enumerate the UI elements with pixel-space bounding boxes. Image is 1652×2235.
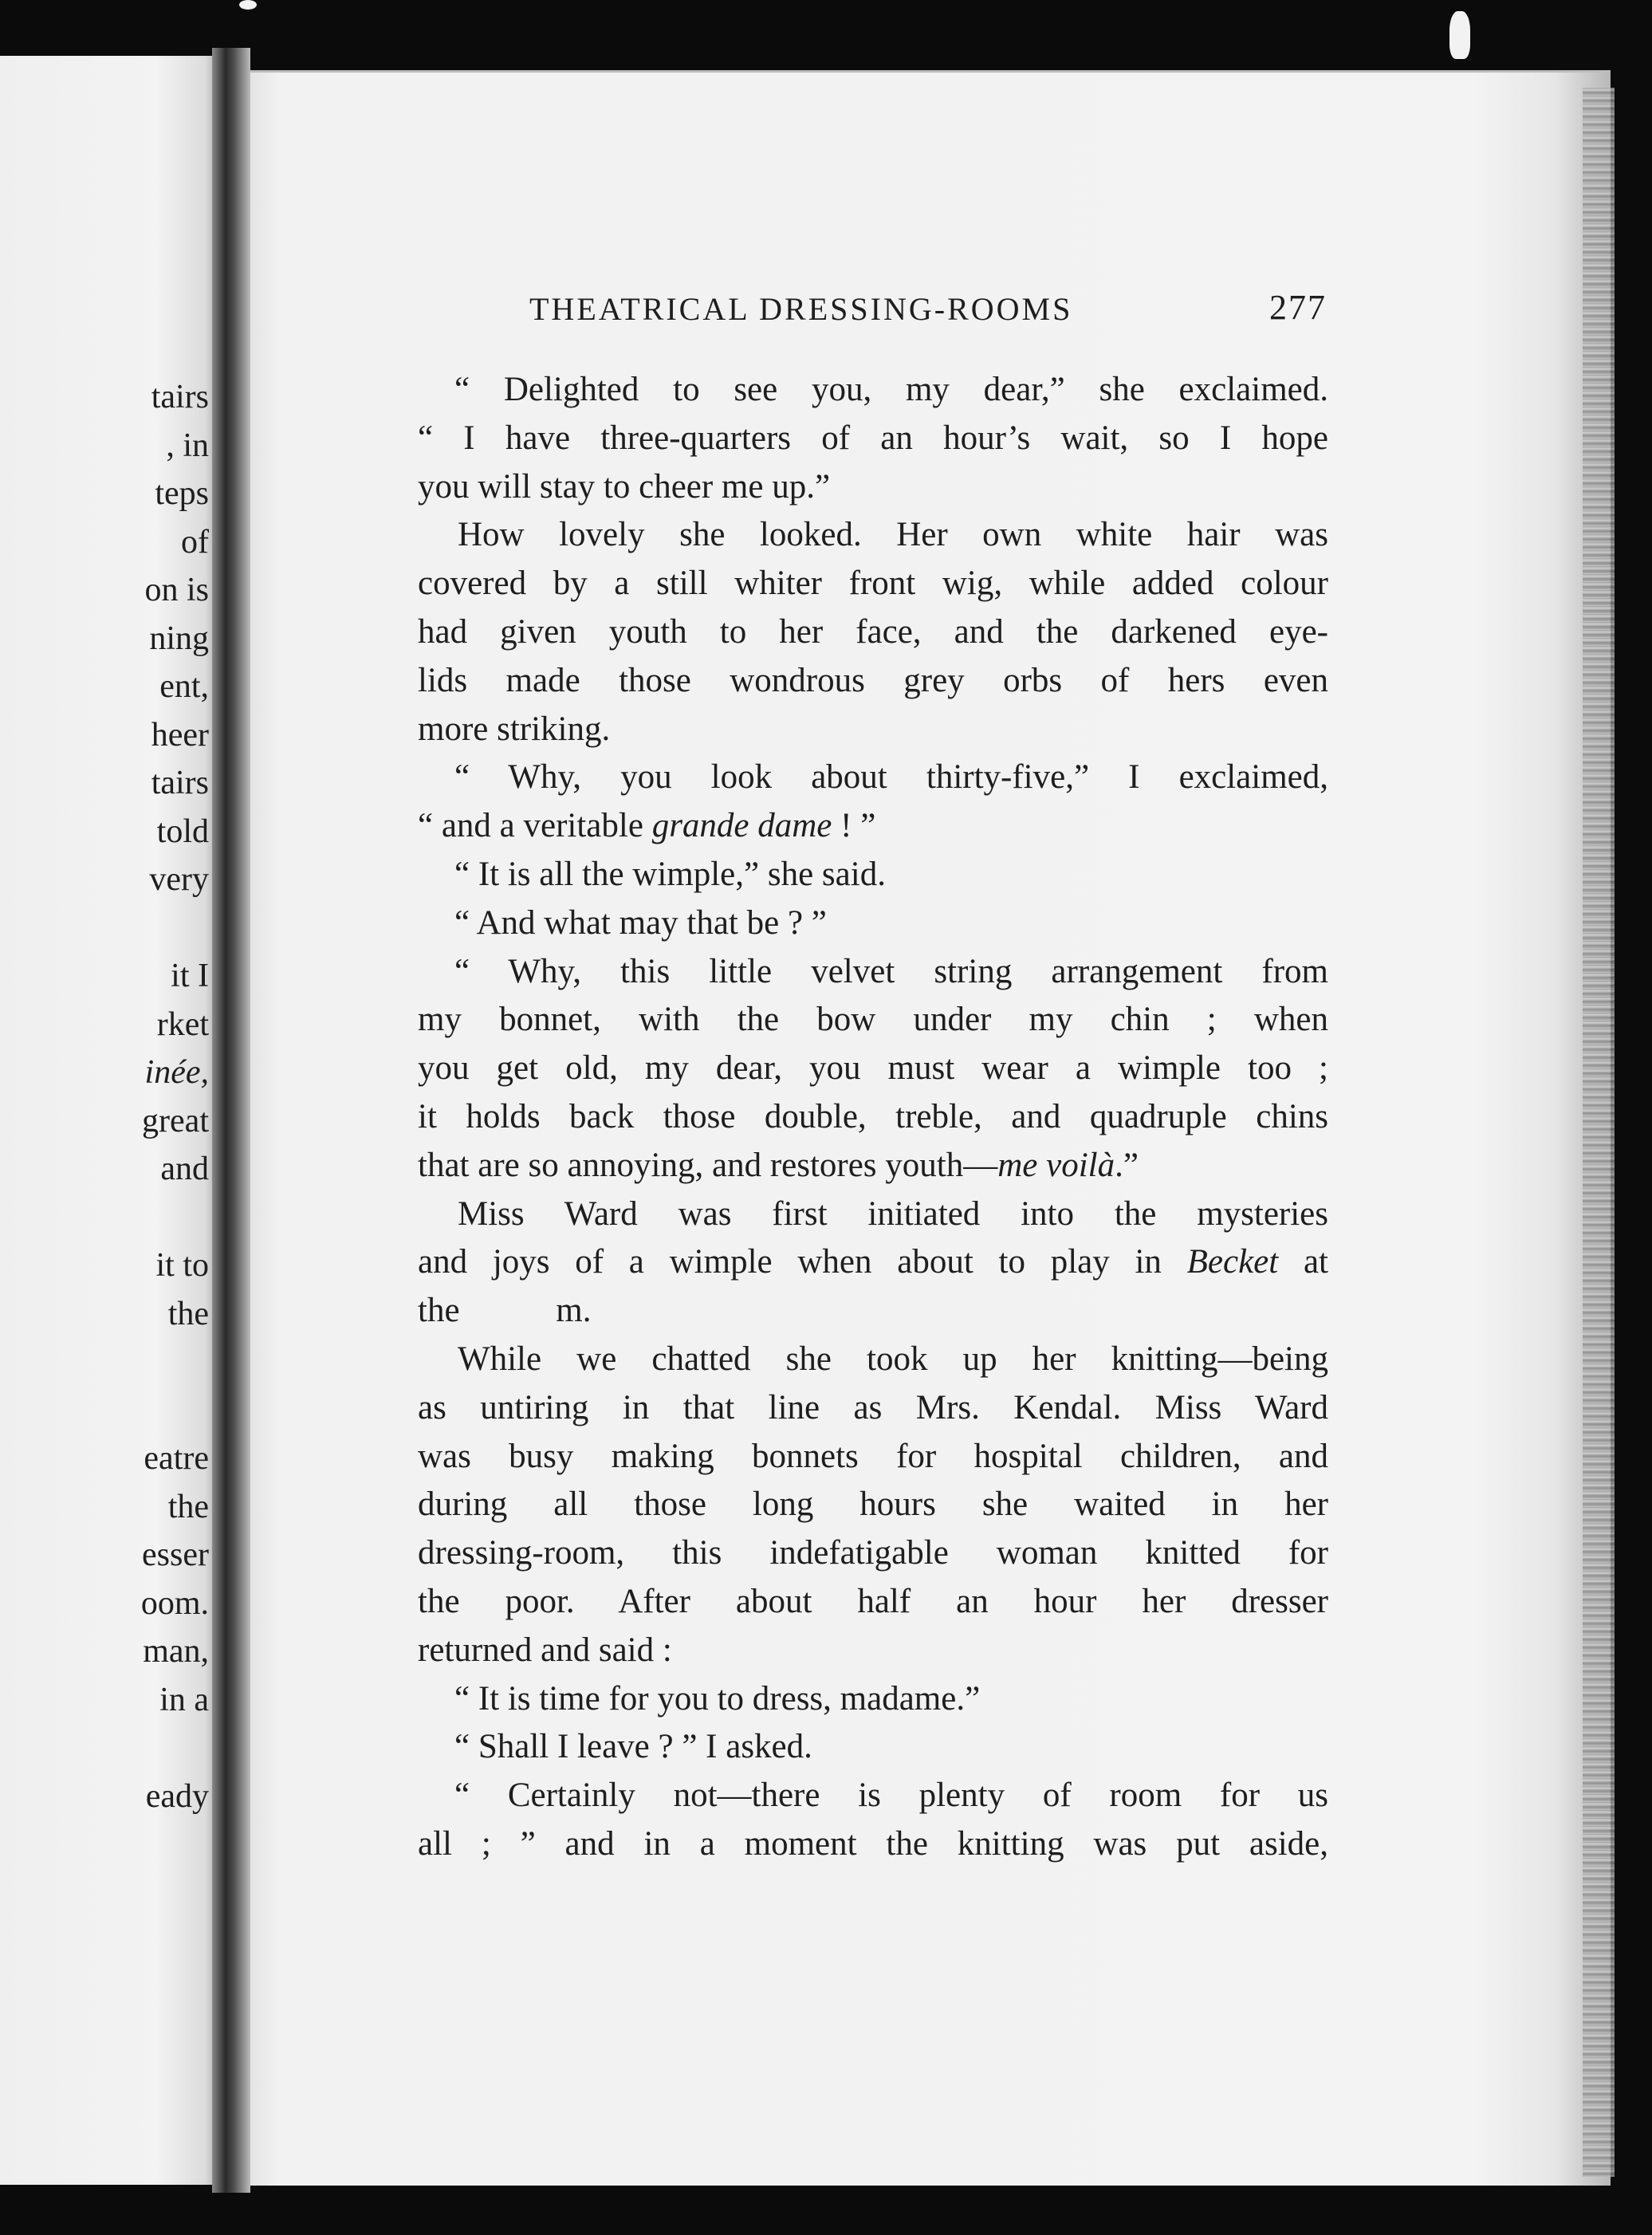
left-line: very [149,861,209,898]
text-line: Miss Ward was first initiated into the mysteries [458,1194,1328,1233]
text-line: my bonnet, with the bow under my chin ; when [418,1001,1328,1039]
text-line: “ Delighted to see you, my dear,” she exclaimed. [454,371,1328,408]
left-line [0,1724,209,1773]
left-line [0,1387,209,1435]
text-line: all ; ” and in a moment the knitting was put aside, [418,1824,1328,1863]
left-line: in a [159,1681,209,1718]
text-line: “ It is all the wimple,” she said. [454,855,886,893]
left-line: ning [149,620,209,657]
left-line: of [181,523,209,561]
left-line: teps [155,475,209,512]
italic-phrase: Becket [1186,1243,1279,1281]
left-page-text [0,373,209,1820]
text-line: “ It is time for you to dress, madame.” [454,1679,981,1718]
text-line: returned and said : [418,1631,672,1669]
left-line: the [167,1295,209,1332]
text-line: dressing-room, this indefatigable woman knitted for [418,1534,1328,1572]
text-line [418,802,1328,851]
italic-phrase: me voilà [997,1146,1115,1184]
text-line: you get old, my dear, you must wear a wimple too ; [418,1049,1328,1088]
left-line: oom. [140,1584,209,1622]
text-run: that are so annoying, and restores youth— [418,1146,998,1184]
text-line [418,1238,1328,1287]
text-line: “ I have three-quarters of an hour’s wait, so I hope [418,419,1328,457]
page-edges [1583,88,1615,2177]
left-line: heer [151,716,209,754]
page-number: 277 [1269,288,1327,327]
text-line: While we chatted she took up her knitting—being [458,1340,1328,1378]
text-run: “ and a veritable [418,807,652,845]
left-line [0,1338,209,1387]
text-line: the poor. After about half an hour her dresser [418,1582,1328,1620]
text-line: How lovely she looked. Her own white hair was [458,516,1328,554]
left-line: it I [171,958,209,994]
left-line: , in [166,427,209,464]
left-line: esser [142,1537,209,1573]
body-text [418,366,1328,1869]
left-line: inée, [144,1054,209,1091]
text-line: the m. [418,1292,592,1330]
left-line: eatre [144,1440,209,1477]
book-gutter [212,48,250,2193]
text-run: and joys of a wimple when about to play in [418,1243,1187,1281]
text-line: as untiring in that line as Mrs. Kendal. Miss Ward [418,1388,1328,1426]
text-line: “ Shall I leave ? ” I asked. [454,1728,812,1766]
running-head: THEATRICAL DRESSING-ROOMS [529,291,1073,327]
text-run: ! ” [832,807,876,845]
text-line: covered by a still whiter front wig, while added colour [418,565,1328,603]
left-line: great [142,1102,209,1139]
text-line: more striking. [418,710,611,748]
text-line: it holds back those double, treble, and quadruple chins [418,1097,1328,1135]
text-line: was busy making bonnets for hospital children, and [418,1437,1328,1475]
left-line [0,904,209,953]
scan-speck [1449,11,1470,59]
left-line: told [156,813,209,850]
italic-phrase: grande dame [651,807,832,845]
left-line: eady [145,1777,209,1815]
text-line: had given youth to her face, and the darkened eye- [418,612,1328,651]
left-line: on is [144,572,209,608]
text-run: .” [1115,1146,1139,1184]
text-line: “ And what may that be ? ” [454,903,827,942]
left-line: rket [156,1005,209,1043]
left-line: man, [143,1633,209,1670]
left-line [0,1194,209,1242]
text-line: “ Certainly not—there is plenty of room for us [454,1777,1328,1815]
left-line: tairs [151,379,209,415]
text-line: “ Why, this little velvet string arrangement from [454,952,1328,990]
left-line: the [167,1488,209,1525]
left-line: and [160,1151,209,1187]
left-line: it to [155,1247,209,1284]
scan-speck [239,0,257,10]
text-line: during all those long hours she waited in her [418,1485,1328,1524]
left-line: ent, [159,668,209,705]
text-run: at [1278,1243,1328,1281]
text-line: you will stay to cheer me up.” [418,467,831,506]
left-line: tairs [151,765,209,801]
text-line: “ Why, you look about thirty-five,” I exclaimed, [454,758,1328,797]
text-line: lids made those wondrous grey orbs of hers even [418,661,1328,699]
text-line [418,1142,1328,1190]
